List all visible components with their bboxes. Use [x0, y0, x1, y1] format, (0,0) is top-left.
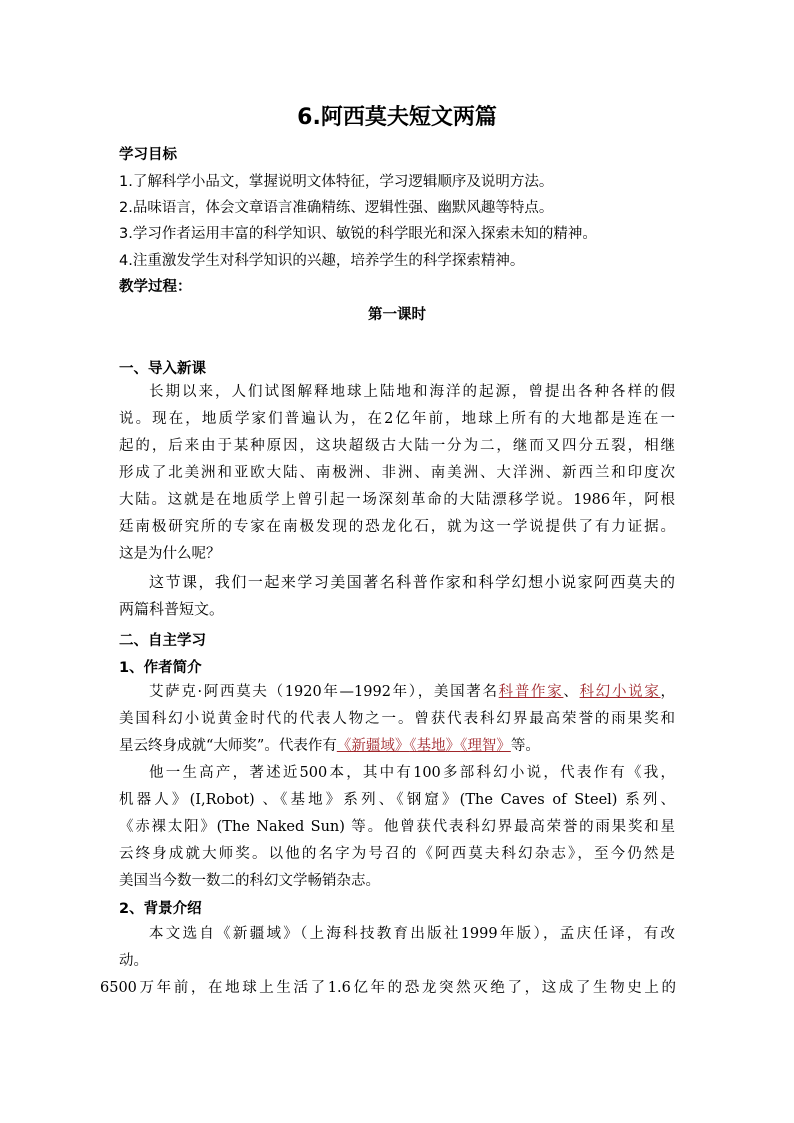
text-line: 他一生高产，著述近500本，其中有100多部科幻小说，代表作有《我，: [149, 765, 675, 781]
background-paragraph: [119, 921, 675, 975]
text-line: 本文选自《新疆域》（上海科技教育出版社1999年版），孟庆任译，有改: [149, 926, 675, 942]
background-paragraph-2: [100, 975, 676, 1002]
text-span: 星云终身成就“大师奖”。代表作有: [119, 738, 337, 754]
text-line: 6500万年前，在地球上生活了1.6亿年的恐龙突然灭绝了，这成了生物史上的: [100, 980, 676, 996]
lesson-intro-paragraph: [119, 569, 675, 623]
page-title: 6.阿西莫夫短文两篇: [297, 105, 497, 130]
author-paragraph-1: [119, 679, 675, 760]
link-foundation[interactable]: 《基地》: [409, 738, 461, 754]
process-heading: 教学过程：: [119, 279, 192, 295]
section2-heading: 二、自主学习: [119, 633, 206, 649]
text-line: 形成了北美洲和亚欧大陆、南极洲、非洲、南美洲、大洋洲、新西兰和印度次: [119, 465, 675, 481]
text-line: 《赤裸太阳》(The Naked Sun) 等。他曾获代表科幻界最高荣誉的雨果奖和星: [119, 819, 675, 835]
link-sf-novelist[interactable]: 科幻小说家: [579, 684, 661, 700]
intro-paragraph: [119, 379, 675, 568]
objective-item: 2.品味语言，体会文章语言准确精练、逻辑性强、幽默风趣等特点。: [119, 200, 554, 216]
text-line: [119, 679, 675, 706]
author-heading: 1、作者简介: [119, 660, 202, 676]
text-line: 美国当今数一数二的科幻文学畅销杂志。: [119, 873, 380, 889]
text-span: 等。: [510, 738, 540, 754]
text-line: 说。现在，地质学家们普遍认为，在2亿年前，地球上所有的大地都是连在一: [119, 411, 675, 427]
text-span: 、: [563, 684, 580, 700]
text-span: ，: [660, 684, 676, 700]
objective-item: 3.学习作者运用丰富的科学知识、敏锐的科学眼光和深入探索未知的精神。: [119, 226, 597, 242]
text-line: 大陆。这就是在地质学上曾引起一场深刻革命的大陆漂移学说。1986年，阿根: [119, 492, 675, 508]
text-line: 云终身成就大师奖。以他的名字为号召的《阿西莫夫科幻杂志》，至今仍然是: [119, 846, 675, 862]
text-line: 起的，后来由于某种原因，这块超级古大陆一分为二，继而又四分五裂，相继: [119, 438, 675, 454]
objectives-heading: 学习目标: [119, 147, 177, 163]
text-line: 长期以来，人们试图解释地球上陆地和海洋的起源，曾提出各种各样的假: [149, 384, 675, 400]
background-heading: 2、背景介绍: [119, 901, 202, 917]
text-line: 这节课，我们一起来学习美国著名科普作家和科学幻想小说家阿西莫夫的: [149, 573, 675, 591]
objective-item: 1.了解科学小品文，掌握说明文体特征，学习逻辑顺序及说明方法。: [119, 174, 554, 190]
text-line: 廷南极研究所的专家在南极发现的恐龙化石，就为这一学说提供了有力证据。: [119, 519, 675, 535]
text-span: 艾萨克·阿西莫夫（1920年—1992年），美国著名: [149, 684, 499, 700]
author-paragraph-2: [119, 760, 675, 895]
text-line: 动。: [119, 953, 148, 969]
text-line: 机器人》(I,Robot) 、《基地》系列、《钢窟》(The Caves of Steel) 系列、: [119, 792, 675, 808]
text-line: 两篇科普短文。: [119, 600, 225, 618]
link-reason[interactable]: 《理智》: [460, 738, 511, 754]
link-new-frontiers[interactable]: 《新疆域》: [336, 738, 410, 754]
link-science-writer[interactable]: 科普作家: [498, 684, 564, 700]
lesson-heading: 第一课时: [368, 307, 426, 323]
objective-item: 4.注重激发学生对科学知识的兴趣，培养学生的科学探索精神。: [119, 253, 525, 269]
text-line: [119, 733, 675, 760]
text-line: 美国科幻小说黄金时代的代表人物之一。曾获代表科幻界最高荣誉的雨果奖和: [119, 711, 675, 727]
text-line: 这是为什么呢？: [119, 546, 221, 562]
section1-heading: 一、导入新课: [119, 361, 206, 377]
